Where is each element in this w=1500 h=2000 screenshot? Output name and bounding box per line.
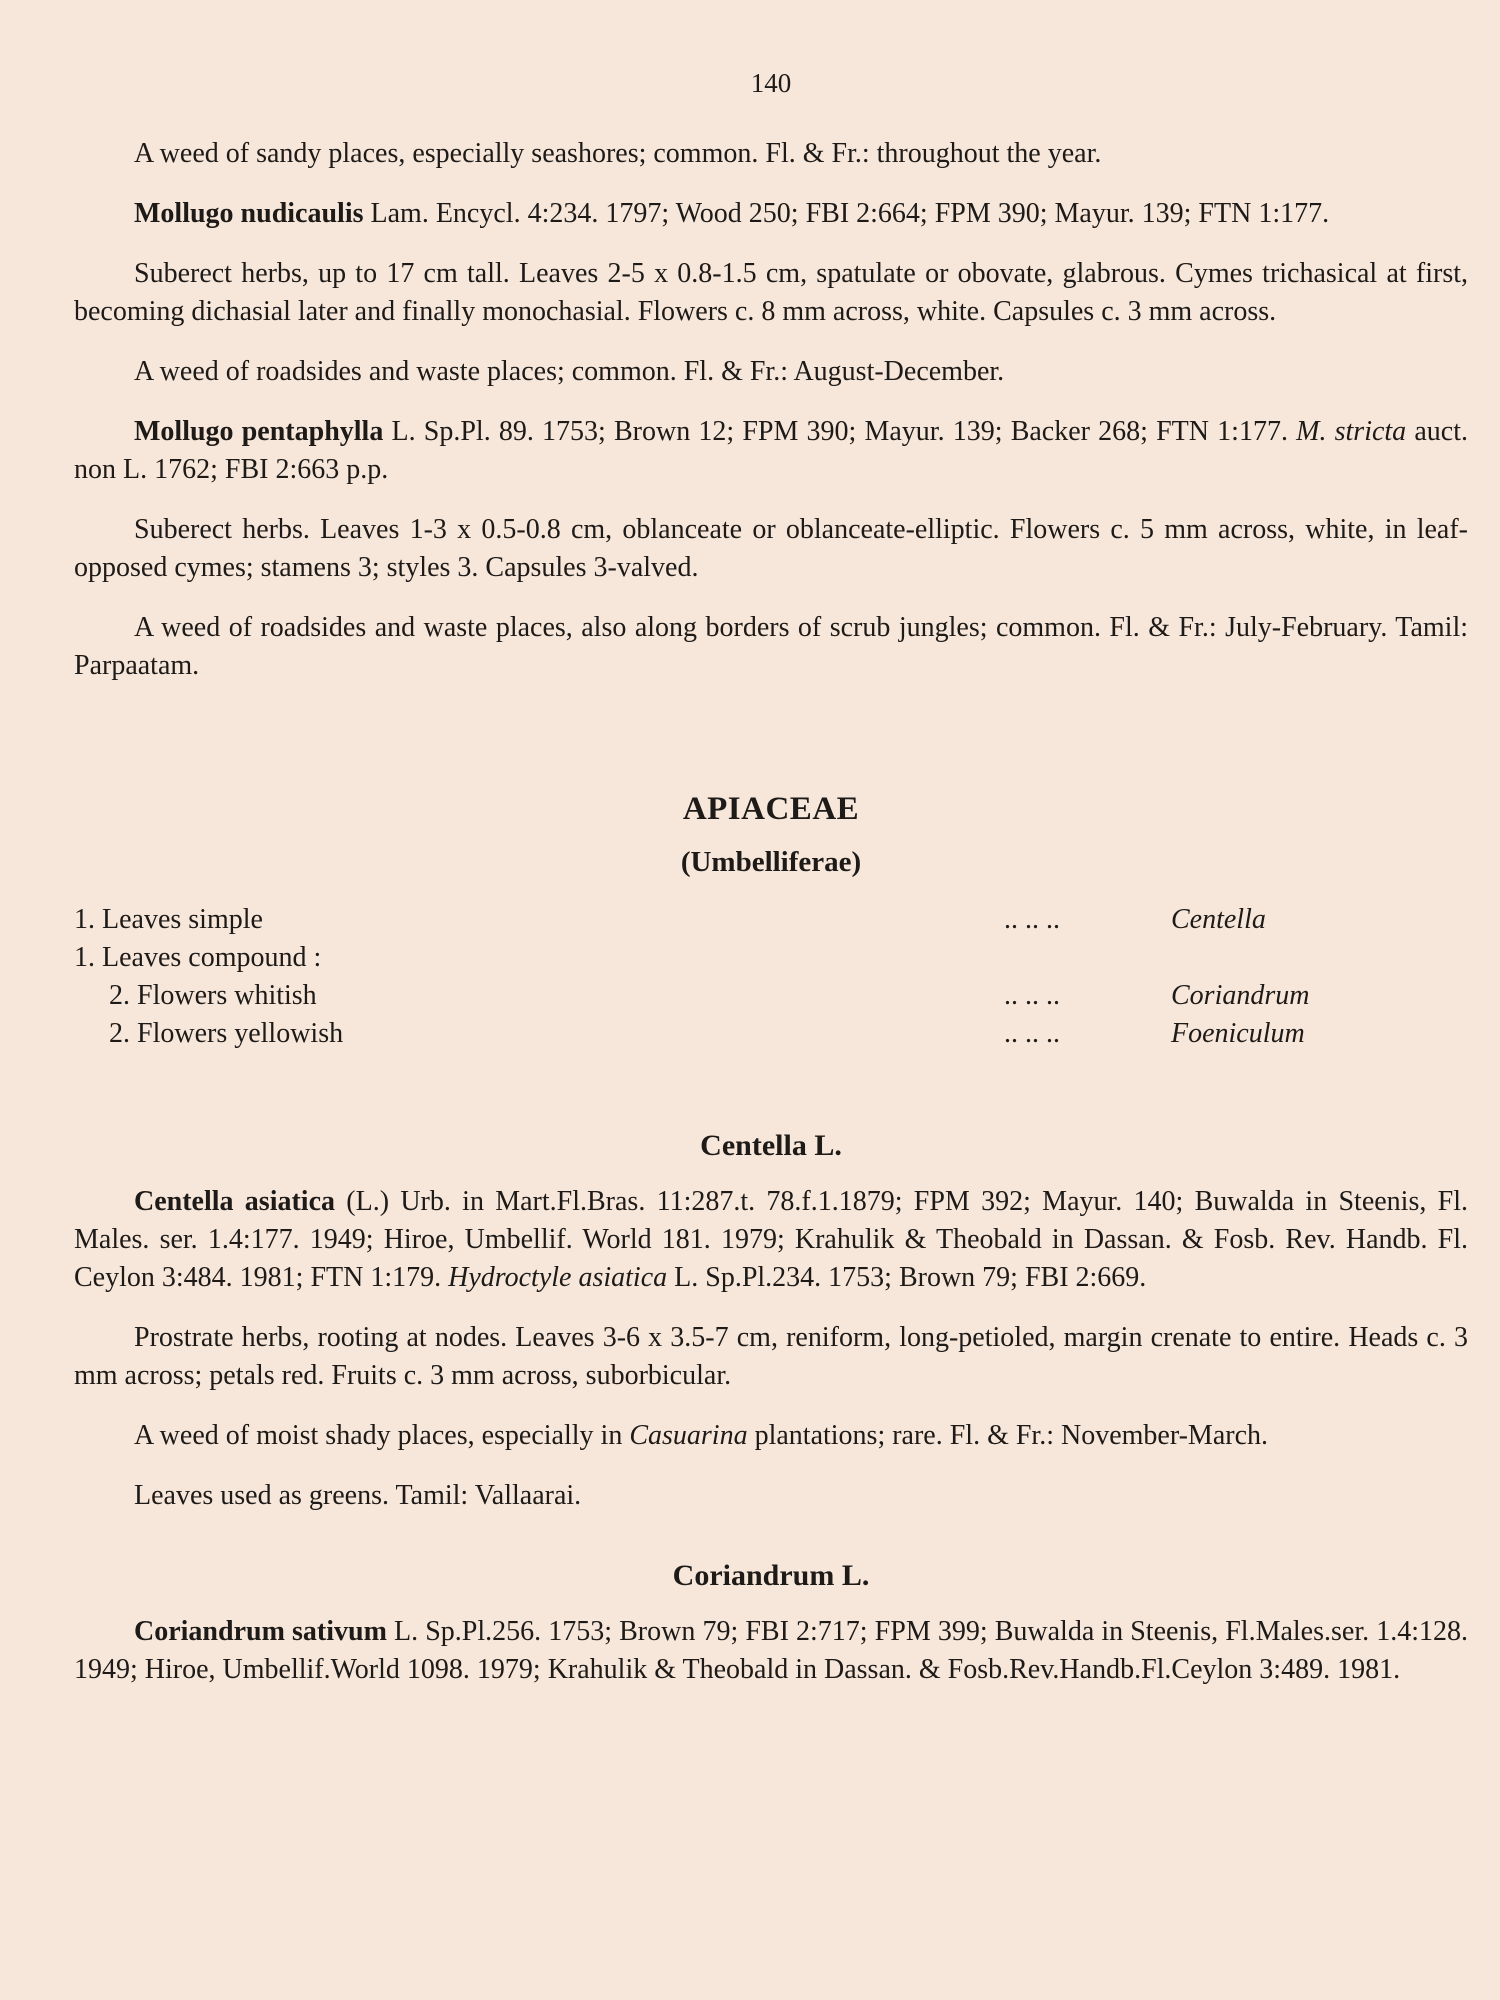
nudicaulis-habitat: A weed of roadsides and waste places; common. Fl. & Fr.: August-December. — [134, 356, 1005, 387]
species-citation: Lam. Encycl. 4:234. 1797; Wood 250; FBI 2:664; FPM 390; Mayur. 139; FTN 1:177. — [363, 198, 1330, 229]
synonym: M. stricta — [1296, 416, 1407, 447]
pentaphylla-entry — [74, 413, 1468, 489]
key-leader: .. .. .. — [1004, 980, 1060, 1011]
key-leader: .. .. .. — [1004, 904, 1060, 935]
family-alt-heading: (Umbelliferae) — [680, 846, 862, 878]
habitat-genus: Casuarina — [629, 1420, 748, 1451]
genus-heading-coriandrum: Coriandrum L. — [672, 1559, 870, 1592]
key-label: 2. Flowers whitish — [109, 980, 317, 1011]
centella-entry — [74, 1183, 1468, 1297]
key-label: 1. Leaves simple — [74, 904, 263, 935]
key-row — [74, 901, 1468, 939]
nudicaulis-description: Suberect herbs, up to 17 cm tall. Leaves 2-5 x 0.8-1.5 cm, spatulate or obovate, glabrous. Cymes trichasical at first, becoming dichasial later and finally monochasial. Flowers c. 8 mm across, white. Capsules c. 3 mm across. — [74, 258, 1468, 327]
habitat-text: A weed of moist shady places, especially in — [134, 1420, 630, 1451]
centella-uses: Leaves used as greens. Tamil: Vallaarai. — [134, 1480, 582, 1511]
key-leader: .. .. .. — [1004, 1018, 1060, 1049]
centella-habitat — [74, 1417, 1468, 1455]
key-genus: Centella — [1171, 904, 1266, 935]
centella-description: Prostrate herbs, rooting at nodes. Leaves 3-6 x 3.5-7 cm, reniform, long-petioled, margin crenate to entire. Heads c. 3 mm across; petals red. Fruits c. 3 mm across, suborbicular. — [74, 1322, 1468, 1391]
coriandrum-entry — [74, 1613, 1468, 1689]
synonym-citation: L. Sp.Pl.234. 1753; Brown 79; FBI 2:669. — [667, 1262, 1147, 1293]
key-row — [74, 939, 1468, 977]
key-row — [74, 977, 1468, 1015]
synonym-citation: auct. non L. 1762; FBI 2:663 p.p. — [74, 416, 1468, 485]
key-genus: Foeniculum — [1171, 1018, 1305, 1049]
key-label: 1. Leaves compound : — [74, 942, 322, 973]
key-genus: Coriandrum — [1171, 980, 1310, 1011]
habitat-text: plantations; rare. Fl. & Fr.: November-March. — [747, 1420, 1269, 1451]
species-name: Centella asiatica — [134, 1186, 336, 1217]
species-name: Mollugo nudicaulis — [134, 198, 364, 229]
synonym: Hydroctyle asiatica — [448, 1262, 668, 1293]
species-name: Mollugo pentaphylla — [134, 416, 384, 447]
species-citation: (L.) Urb. in Mart.Fl.Bras. 11:287.t. 78.f.1.1879; FPM 392; Mayur. 140; Buwalda in Steenis, Fl. Males. ser. 1.4:177. 1949; Hiroe, Umbellif. World 181. 1979; Krahulik & Theobald in Dassan. & Fosb. Rev. Handb. Fl. Ceylon 3:484. 1981; FTN 1:179. — [74, 1186, 1468, 1293]
family-heading: APIACEAE — [682, 791, 860, 827]
genus-heading-centella: Centella L. — [700, 1129, 842, 1162]
pentaphylla-habitat: A weed of roadsides and waste places, also along borders of scrub jungles; common. Fl. & Fr.: July-February. Tamil: Parpaatam. — [74, 612, 1468, 681]
species-name: Coriandrum sativum — [134, 1616, 387, 1647]
species-citation: L. Sp.Pl.256. 1753; Brown 79; FBI 2:717; FPM 399; Buwalda in Steenis, Fl.Males.ser. 1.4:128. 1949; Hiroe, Umbellif.World 1098. 1979; Krahulik & Theobald in Dassan. & Fosb.Rev.Handb.Fl.Ceylon 3:489. 1981. — [74, 1616, 1468, 1685]
nudicaulis-entry — [74, 195, 1468, 233]
key-row — [74, 1015, 1468, 1053]
genus-key — [74, 901, 1468, 1053]
prev-species-habitat: A weed of sandy places, especially seashores; common. Fl. & Fr.: throughout the year. — [134, 138, 1102, 169]
pentaphylla-description: Suberect herbs. Leaves 1-3 x 0.5-0.8 cm, oblanceate or oblanceate-elliptic. Flowers c. 5 mm across, white, in leaf-opposed cymes; stamens 3; styles 3. Capsules 3-valved. — [74, 514, 1468, 583]
document-page — [74, 60, 1468, 1689]
page-number: 140 — [750, 68, 792, 98]
key-label: 2. Flowers yellowish — [109, 1018, 344, 1049]
species-citation: L. Sp.Pl. 89. 1753; Brown 12; FPM 390; Mayur. 139; Backer 268; FTN 1:177. — [383, 416, 1297, 447]
